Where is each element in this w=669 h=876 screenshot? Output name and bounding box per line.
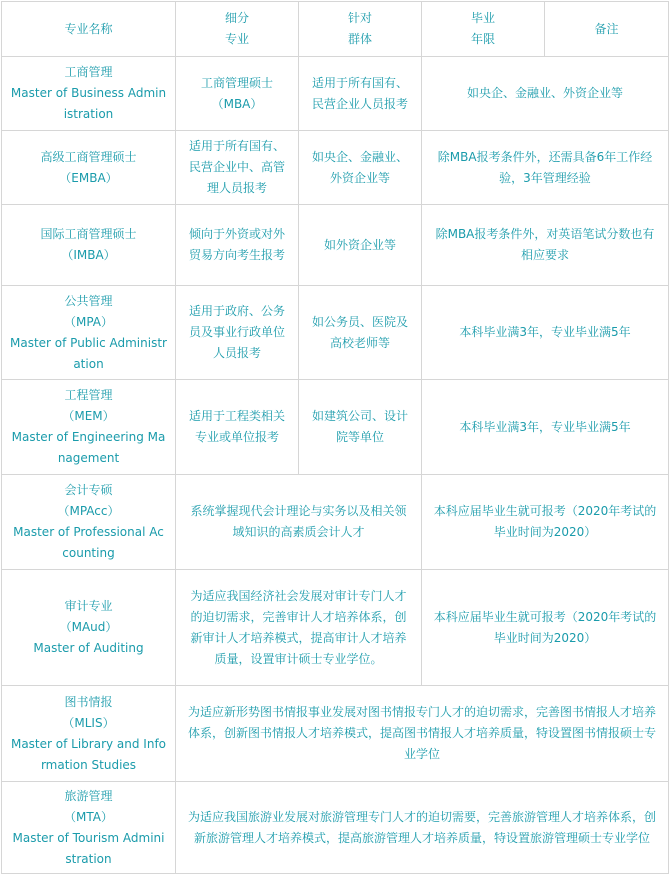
- major-name-cell: 会计专硕 （MPAcc） Master of Professional Accounting: [2, 475, 176, 570]
- header-note: 备注: [545, 2, 669, 57]
- sub-major-cell: 倾向于外资或对外贸易方向考生报考: [176, 205, 299, 286]
- table-row: [2, 57, 669, 131]
- major-name-cell: 高级工商管理硕士 （EMBA）: [2, 131, 176, 205]
- majors-table: [1, 1, 669, 874]
- header-sub-major: 细分 专业: [176, 2, 299, 57]
- table-row: [2, 686, 669, 782]
- major-name-cell: 国际工商管理硕士 （IMBA）: [2, 205, 176, 286]
- header-graduation-years: 毕业 年限: [422, 2, 545, 57]
- major-name-cell: 工程管理 （MEM） Master of Engineering Management: [2, 380, 176, 475]
- table-row: [2, 380, 669, 475]
- major-name-cell: 旅游管理 （MTA） Master of Tourism Administration: [2, 782, 176, 874]
- target-group-cell: 如公务员、医院及高校老师等: [299, 286, 422, 380]
- table-row: [2, 570, 669, 686]
- description-cell: 系统掌握现代会计理论与实务以及相关领域知识的高素质会计人才: [176, 475, 422, 570]
- major-name-cell: 工商管理 Master of Business Administration: [2, 57, 176, 131]
- table-row: [2, 205, 669, 286]
- table-row: [2, 782, 669, 874]
- target-group-cell: 如央企、金融业、外资企业等: [299, 131, 422, 205]
- note-cell: 如央企、金融业、外资企业等: [422, 57, 669, 131]
- note-cell: 本科毕业满3年，专业毕业满5年: [422, 286, 669, 380]
- description-cell: 为适应新形势图书情报事业发展对图书情报专门人才的迫切需求，完善图书情报人才培养体系，创新图书情报人才培养模式，提高图书情报人才培养质量，特设置图书情报硕士专业学位: [176, 686, 669, 782]
- sub-major-cell: 适用于政府、公务员及事业行政单位人员报考: [176, 286, 299, 380]
- description-cell: 为适应我国经济社会发展对审计专门人才的迫切需求，完善审计人才培养体系，创新审计人才培养模式，提高审计人才培养质量，设置审计硕士专业学位。: [176, 570, 422, 686]
- sub-major-cell: 适用于所有国有、民营企业中、高管理人员报考: [176, 131, 299, 205]
- table-row: [2, 131, 669, 205]
- header-major-name: 专业名称: [2, 2, 176, 57]
- table-row: [2, 286, 669, 380]
- note-cell: 本科应届毕业生就可报考（2020年考试的毕业时间为2020）: [422, 570, 669, 686]
- note-cell: 本科毕业满3年，专业毕业满5年: [422, 380, 669, 475]
- target-group-cell: 如建筑公司、设计院等单位: [299, 380, 422, 475]
- note-cell: 除MBA报考条件外，对英语笔试分数也有相应要求: [422, 205, 669, 286]
- header-row: [2, 2, 669, 57]
- sub-major-cell: 适用于工程类相关专业或单位报考: [176, 380, 299, 475]
- major-name-cell: 审计专业 （MAud） Master of Auditing: [2, 570, 176, 686]
- description-cell: 为适应我国旅游业发展对旅游管理专门人才的迫切需要，完善旅游管理人才培养体系，创新旅游管理人才培养模式，提高旅游管理人才培养质量，特设置旅游管理硕士专业学位: [176, 782, 669, 874]
- target-group-cell: 适用于所有国有、民营企业人员报考: [299, 57, 422, 131]
- sub-major-cell: 工商管理硕士 （MBA）: [176, 57, 299, 131]
- table-row: [2, 475, 669, 570]
- target-group-cell: 如外资企业等: [299, 205, 422, 286]
- major-name-cell: 公共管理 （MPA） Master of Public Administration: [2, 286, 176, 380]
- header-target-group: 针对 群体: [299, 2, 422, 57]
- major-name-cell: 图书情报 （MLIS） Master of Library and Information Studies: [2, 686, 176, 782]
- note-cell: 除MBA报考条件外，还需具备6年工作经验，3年管理经验: [422, 131, 669, 205]
- note-cell: 本科应届毕业生就可报考（2020年考试的毕业时间为2020）: [422, 475, 669, 570]
